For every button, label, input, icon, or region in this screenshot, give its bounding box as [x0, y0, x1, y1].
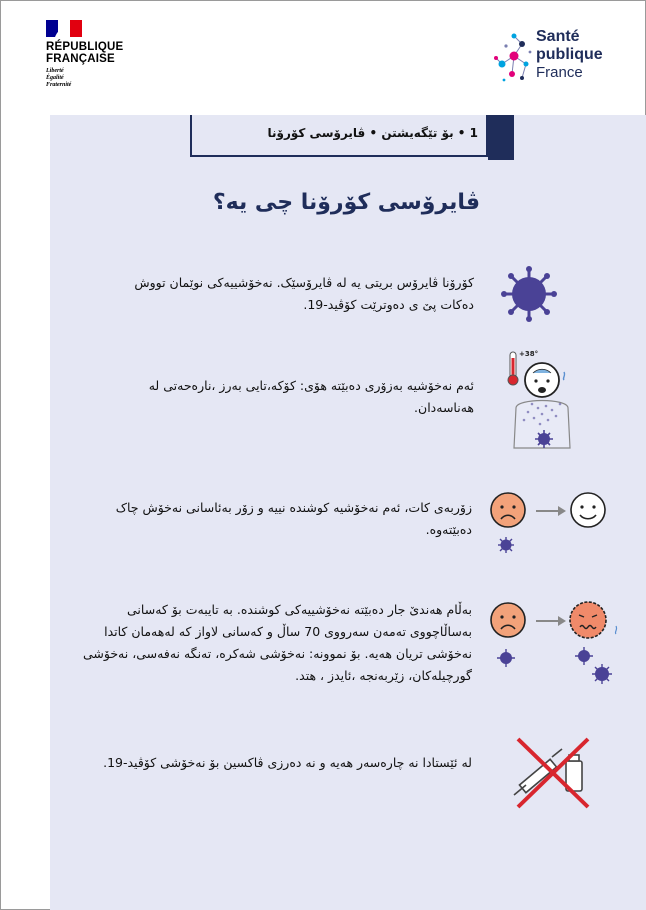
paragraph-no-treatment: لە ئێستادا نە چارەسەر هەیە و نە دەرزی ڤاکسین بۆ نەخۆشی کۆڤید-19.: [103, 755, 472, 770]
sick-person-icon: [502, 348, 582, 462]
sante-publique-france-logo: [492, 28, 622, 98]
republique-francaise-logo: [46, 20, 146, 89]
section-header: [190, 115, 488, 157]
severe-illness-icon: [484, 596, 624, 695]
paragraph-recovery: زۆربەی کات، ئەم نەخۆشیە کوشندە نییە و زۆر بەئاسانی نەخۆش چاک دەبێتەوە.: [115, 500, 472, 537]
virus-icon: [500, 265, 558, 327]
republique-motto: Liberté Égalité Fraternité: [46, 68, 72, 88]
section-label: • بۆ تێگەیشتن • ڤایرۆسی کۆرۆنا: [267, 126, 466, 140]
recovery-icon: [484, 486, 614, 565]
marianne-flag-icon: [46, 20, 82, 37]
no-vaccine-icon: [508, 733, 596, 817]
section-header-tab: [488, 115, 514, 160]
paragraph-virus-definition: کۆرۆنا ڤایرۆس بریتی یە لە ڤایرۆسێک. نەخۆشییەکی نوێمان تووش دەکات پێ ی دەوترێت کۆڤید-19.: [134, 275, 474, 312]
network-dots-icon: [492, 28, 536, 92]
paragraph-symptoms: ئەم نەخۆشیە بەزۆری دەبێتە هۆی: کۆکە،تایی بەرز ،نارەحەتی لە هەناسەدان.: [148, 378, 474, 415]
section-number: 1: [469, 126, 478, 140]
republique-name: RÉPUBLIQUE FRANÇAISE: [46, 41, 124, 65]
section-header-text: [268, 126, 479, 140]
paragraph-risk-groups: بەڵام هەندێ جار دەبێتە نەخۆشییەکی کوشندە. بە تایبەت بۆ کەسانی بەساڵاچووی تەمەن سەرووی 70 ساڵ و کەسانی لاواز کە لەهەمان کاتدا نەخۆشی تریان هەیە. بۆ نموونە: نەخۆشی شەکرە، تەنگە نەفەسی، نەخۆشی گورچیلەکان، زێربەنجە ،ئایدز ، هتد.: [82, 602, 472, 683]
page-title: ڤایرۆسی کۆرۆنا چی یە؟: [212, 190, 480, 215]
thermometer-label: +38°: [519, 350, 539, 358]
sante-publique-wordmark: Santé publique France: [536, 28, 603, 81]
